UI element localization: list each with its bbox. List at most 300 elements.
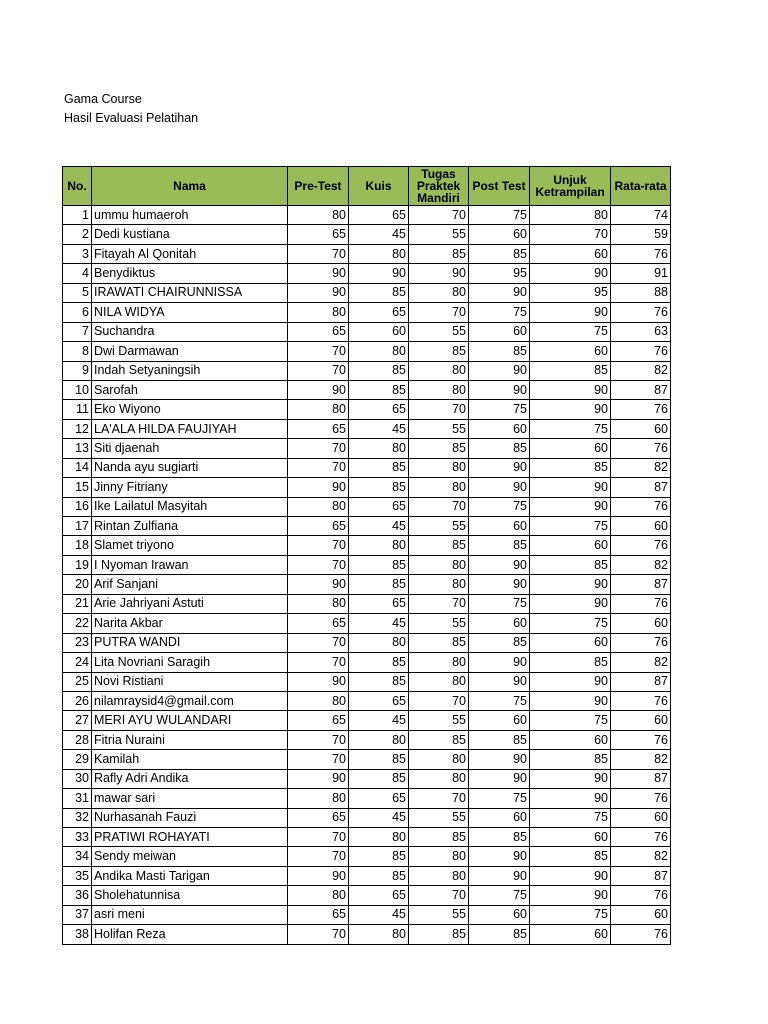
cell-unjuk: 75: [530, 614, 611, 633]
cell-no: 21: [63, 594, 92, 613]
cell-unjuk: 75: [530, 419, 611, 438]
cell-unjuk: 60: [530, 925, 611, 944]
cell-nama: Fitria Nuraini: [92, 730, 288, 749]
cell-post-test: 60: [469, 711, 530, 730]
cell-unjuk: 75: [530, 517, 611, 536]
cell-no: 34: [63, 847, 92, 866]
col-header-nama: Nama: [92, 167, 288, 206]
table-row: [63, 691, 671, 710]
cell-post-test: 90: [469, 283, 530, 302]
table-row: [63, 400, 671, 419]
col-header-post-test: Post Test: [469, 167, 530, 206]
cell-no: 33: [63, 828, 92, 847]
cell-nama: Nanda ayu sugiarti: [92, 458, 288, 477]
cell-tugas: 90: [409, 264, 469, 283]
cell-tugas: 55: [409, 322, 469, 341]
table-row: [63, 244, 671, 263]
cell-rata-rata: 76: [611, 303, 671, 322]
cell-pre-test: 70: [288, 633, 349, 652]
cell-pre-test: 65: [288, 322, 349, 341]
col-header-rata-rata: Rata-rata: [611, 167, 671, 206]
cell-no: 32: [63, 808, 92, 827]
table-row: [63, 847, 671, 866]
cell-pre-test: 90: [288, 575, 349, 594]
cell-rata-rata: 87: [611, 866, 671, 885]
cell-kuis: 65: [349, 886, 409, 905]
cell-kuis: 85: [349, 866, 409, 885]
table-row: [63, 886, 671, 905]
cell-tugas: 80: [409, 380, 469, 399]
table-row: [63, 342, 671, 361]
cell-kuis: 85: [349, 769, 409, 788]
cell-pre-test: 65: [288, 711, 349, 730]
cell-kuis: 45: [349, 711, 409, 730]
table-row: [63, 497, 671, 516]
cell-kuis: 85: [349, 458, 409, 477]
cell-kuis: 80: [349, 439, 409, 458]
table-row: [63, 925, 671, 944]
cell-nama: Novi Ristiani: [92, 672, 288, 691]
cell-rata-rata: 60: [611, 905, 671, 924]
cell-post-test: 90: [469, 478, 530, 497]
cell-no: 31: [63, 789, 92, 808]
table-row: [63, 614, 671, 633]
cell-rata-rata: 82: [611, 555, 671, 574]
cell-pre-test: 70: [288, 244, 349, 263]
cell-kuis: 45: [349, 808, 409, 827]
table-row: [63, 322, 671, 341]
cell-nama: Arie Jahriyani Astuti: [92, 594, 288, 613]
cell-tugas: 80: [409, 653, 469, 672]
cell-pre-test: 80: [288, 594, 349, 613]
cell-post-test: 90: [469, 458, 530, 477]
cell-kuis: 80: [349, 925, 409, 944]
cell-kuis: 80: [349, 828, 409, 847]
col-header-kuis: Kuis: [349, 167, 409, 206]
cell-kuis: 65: [349, 303, 409, 322]
cell-nama: Eko Wiyono: [92, 400, 288, 419]
cell-tugas: 85: [409, 244, 469, 263]
cell-no: 7: [63, 322, 92, 341]
cell-tugas: 80: [409, 283, 469, 302]
cell-pre-test: 90: [288, 380, 349, 399]
cell-nama: Rafly Adri Andika: [92, 769, 288, 788]
cell-no: 37: [63, 905, 92, 924]
cell-post-test: 90: [469, 769, 530, 788]
cell-post-test: 75: [469, 497, 530, 516]
cell-pre-test: 70: [288, 925, 349, 944]
cell-nama: Narita Akbar: [92, 614, 288, 633]
cell-rata-rata: 76: [611, 828, 671, 847]
cell-no: 6: [63, 303, 92, 322]
table-row: [63, 750, 671, 769]
cell-nama: Benydiktus: [92, 264, 288, 283]
cell-no: 2: [63, 225, 92, 244]
cell-unjuk: 75: [530, 808, 611, 827]
cell-post-test: 85: [469, 828, 530, 847]
cell-rata-rata: 63: [611, 322, 671, 341]
cell-tugas: 70: [409, 886, 469, 905]
cell-pre-test: 80: [288, 691, 349, 710]
cell-no: 1: [63, 206, 92, 225]
cell-unjuk: 90: [530, 886, 611, 905]
cell-no: 8: [63, 342, 92, 361]
cell-nama: Nurhasanah Fauzi: [92, 808, 288, 827]
cell-kuis: 85: [349, 478, 409, 497]
cell-unjuk: 85: [530, 458, 611, 477]
table-row: [63, 478, 671, 497]
cell-pre-test: 90: [288, 769, 349, 788]
cell-kuis: 85: [349, 672, 409, 691]
cell-no: 9: [63, 361, 92, 380]
cell-kuis: 80: [349, 244, 409, 263]
table-row: [63, 672, 671, 691]
cell-post-test: 90: [469, 847, 530, 866]
cell-kuis: 85: [349, 361, 409, 380]
cell-nama: IRAWATI CHAIRUNNISSA: [92, 283, 288, 302]
cell-pre-test: 65: [288, 614, 349, 633]
cell-tugas: 85: [409, 925, 469, 944]
cell-rata-rata: 76: [611, 691, 671, 710]
cell-no: 30: [63, 769, 92, 788]
cell-nama: Holifan Reza: [92, 925, 288, 944]
cell-pre-test: 70: [288, 828, 349, 847]
cell-post-test: 90: [469, 866, 530, 885]
cell-rata-rata: 76: [611, 594, 671, 613]
table-header-row: [63, 167, 671, 206]
cell-kuis: 45: [349, 517, 409, 536]
cell-kuis: 80: [349, 633, 409, 652]
cell-nama: Sarofah: [92, 380, 288, 399]
cell-no: 27: [63, 711, 92, 730]
cell-rata-rata: 76: [611, 886, 671, 905]
table-row: [63, 206, 671, 225]
cell-post-test: 85: [469, 536, 530, 555]
cell-kuis: 90: [349, 264, 409, 283]
cell-post-test: 85: [469, 244, 530, 263]
cell-nama: Ike Lailatul Masyitah: [92, 497, 288, 516]
cell-tugas: 85: [409, 730, 469, 749]
cell-nama: Jinny Fitriany: [92, 478, 288, 497]
cell-tugas: 80: [409, 478, 469, 497]
cell-no: 15: [63, 478, 92, 497]
cell-pre-test: 80: [288, 789, 349, 808]
cell-post-test: 75: [469, 206, 530, 225]
cell-no: 16: [63, 497, 92, 516]
cell-kuis: 80: [349, 730, 409, 749]
cell-post-test: 75: [469, 886, 530, 905]
table-row: [63, 458, 671, 477]
cell-rata-rata: 60: [611, 711, 671, 730]
document-header: [64, 90, 198, 128]
cell-nama: LA'ALA HILDA FAUJIYAH: [92, 419, 288, 438]
cell-tugas: 85: [409, 342, 469, 361]
cell-pre-test: 90: [288, 283, 349, 302]
cell-rata-rata: 76: [611, 789, 671, 808]
cell-pre-test: 70: [288, 458, 349, 477]
cell-unjuk: 85: [530, 847, 611, 866]
cell-kuis: 45: [349, 614, 409, 633]
table-row: [63, 730, 671, 749]
evaluation-table: [62, 166, 671, 945]
cell-tugas: 55: [409, 905, 469, 924]
cell-pre-test: 65: [288, 419, 349, 438]
cell-rata-rata: 82: [611, 750, 671, 769]
cell-rata-rata: 76: [611, 497, 671, 516]
cell-nama: Lita Novriani Saragih: [92, 653, 288, 672]
table-body: [63, 206, 671, 945]
cell-no: 12: [63, 419, 92, 438]
cell-kuis: 85: [349, 555, 409, 574]
cell-nama: Slamet triyono: [92, 536, 288, 555]
cell-kuis: 80: [349, 342, 409, 361]
cell-unjuk: 60: [530, 828, 611, 847]
cell-nama: Dwi Darmawan: [92, 342, 288, 361]
cell-tugas: 85: [409, 828, 469, 847]
cell-post-test: 60: [469, 322, 530, 341]
cell-unjuk: 95: [530, 283, 611, 302]
cell-post-test: 75: [469, 400, 530, 419]
cell-no: 14: [63, 458, 92, 477]
table-row: [63, 517, 671, 536]
cell-post-test: 90: [469, 361, 530, 380]
cell-nama: Andika Masti Tarigan: [92, 866, 288, 885]
cell-unjuk: 90: [530, 575, 611, 594]
col-header-no: No.: [63, 167, 92, 206]
cell-kuis: 85: [349, 380, 409, 399]
cell-post-test: 75: [469, 691, 530, 710]
cell-pre-test: 70: [288, 439, 349, 458]
table-row: [63, 905, 671, 924]
table-row: [63, 555, 671, 574]
cell-no: 3: [63, 244, 92, 263]
cell-nama: Suchandra: [92, 322, 288, 341]
cell-nama: Sholehatunnisa: [92, 886, 288, 905]
table-row: [63, 439, 671, 458]
cell-tugas: 80: [409, 361, 469, 380]
cell-rata-rata: 87: [611, 769, 671, 788]
col-header-unjuk: Unjuk Ketrampilan: [530, 167, 611, 206]
cell-rata-rata: 60: [611, 517, 671, 536]
cell-nama: nilamraysid4@gmail.com: [92, 691, 288, 710]
cell-unjuk: 90: [530, 594, 611, 613]
cell-unjuk: 60: [530, 244, 611, 263]
cell-no: 10: [63, 380, 92, 399]
cell-unjuk: 90: [530, 400, 611, 419]
cell-tugas: 85: [409, 536, 469, 555]
cell-pre-test: 65: [288, 808, 349, 827]
cell-no: 38: [63, 925, 92, 944]
cell-unjuk: 85: [530, 653, 611, 672]
cell-tugas: 80: [409, 575, 469, 594]
cell-pre-test: 65: [288, 225, 349, 244]
table-row: [63, 789, 671, 808]
cell-nama: Dedi kustiana: [92, 225, 288, 244]
table-row: [63, 769, 671, 788]
cell-post-test: 85: [469, 342, 530, 361]
cell-unjuk: 90: [530, 769, 611, 788]
cell-post-test: 60: [469, 905, 530, 924]
col-header-tugas: Tugas Praktek Mandiri: [409, 167, 469, 206]
cell-nama: Fitayah Al Qonitah: [92, 244, 288, 263]
table-row: [63, 380, 671, 399]
cell-unjuk: 70: [530, 225, 611, 244]
cell-tugas: 70: [409, 789, 469, 808]
cell-kuis: 45: [349, 905, 409, 924]
cell-no: 23: [63, 633, 92, 652]
cell-kuis: 65: [349, 691, 409, 710]
cell-no: 13: [63, 439, 92, 458]
cell-unjuk: 90: [530, 478, 611, 497]
table-row: [63, 283, 671, 302]
cell-unjuk: 90: [530, 264, 611, 283]
cell-tugas: 55: [409, 808, 469, 827]
cell-pre-test: 70: [288, 730, 349, 749]
cell-pre-test: 70: [288, 361, 349, 380]
cell-kuis: 85: [349, 653, 409, 672]
col-header-pre-test: Pre-Test: [288, 167, 349, 206]
cell-unjuk: 85: [530, 361, 611, 380]
table-row: [63, 594, 671, 613]
cell-unjuk: 60: [530, 536, 611, 555]
cell-no: 24: [63, 653, 92, 672]
cell-tugas: 80: [409, 866, 469, 885]
cell-post-test: 75: [469, 789, 530, 808]
cell-tugas: 70: [409, 206, 469, 225]
cell-unjuk: 75: [530, 711, 611, 730]
cell-unjuk: 60: [530, 633, 611, 652]
cell-pre-test: 80: [288, 206, 349, 225]
cell-unjuk: 85: [530, 750, 611, 769]
cell-tugas: 80: [409, 769, 469, 788]
table-row: [63, 711, 671, 730]
cell-tugas: 80: [409, 458, 469, 477]
table-row: [63, 828, 671, 847]
cell-pre-test: 90: [288, 866, 349, 885]
cell-no: 25: [63, 672, 92, 691]
cell-pre-test: 70: [288, 653, 349, 672]
cell-tugas: 55: [409, 517, 469, 536]
cell-unjuk: 80: [530, 206, 611, 225]
cell-pre-test: 80: [288, 303, 349, 322]
cell-kuis: 85: [349, 750, 409, 769]
cell-tugas: 70: [409, 691, 469, 710]
cell-pre-test: 90: [288, 478, 349, 497]
cell-pre-test: 80: [288, 400, 349, 419]
cell-kuis: 65: [349, 497, 409, 516]
cell-rata-rata: 76: [611, 244, 671, 263]
cell-unjuk: 75: [530, 322, 611, 341]
table-row: [63, 419, 671, 438]
cell-no: 29: [63, 750, 92, 769]
cell-pre-test: 70: [288, 750, 349, 769]
cell-kuis: 80: [349, 536, 409, 555]
cell-nama: Rintan Zulfiana: [92, 517, 288, 536]
cell-no: 28: [63, 730, 92, 749]
table-row: [63, 808, 671, 827]
cell-tugas: 55: [409, 711, 469, 730]
cell-tugas: 70: [409, 303, 469, 322]
cell-tugas: 55: [409, 419, 469, 438]
cell-nama: I Nyoman Irawan: [92, 555, 288, 574]
cell-no: 4: [63, 264, 92, 283]
cell-no: 19: [63, 555, 92, 574]
cell-unjuk: 90: [530, 866, 611, 885]
cell-rata-rata: 60: [611, 808, 671, 827]
cell-kuis: 85: [349, 575, 409, 594]
cell-unjuk: 90: [530, 672, 611, 691]
cell-post-test: 90: [469, 555, 530, 574]
cell-no: 5: [63, 283, 92, 302]
cell-rata-rata: 76: [611, 400, 671, 419]
cell-rata-rata: 76: [611, 730, 671, 749]
cell-pre-test: 90: [288, 672, 349, 691]
cell-nama: PUTRA WANDI: [92, 633, 288, 652]
cell-pre-test: 90: [288, 264, 349, 283]
cell-post-test: 85: [469, 730, 530, 749]
table-row: [63, 866, 671, 885]
table-row: [63, 264, 671, 283]
cell-pre-test: 70: [288, 847, 349, 866]
cell-rata-rata: 82: [611, 458, 671, 477]
cell-rata-rata: 88: [611, 283, 671, 302]
cell-post-test: 95: [469, 264, 530, 283]
cell-kuis: 65: [349, 594, 409, 613]
cell-unjuk: 60: [530, 439, 611, 458]
cell-pre-test: 65: [288, 905, 349, 924]
cell-no: 18: [63, 536, 92, 555]
cell-kuis: 85: [349, 847, 409, 866]
cell-post-test: 90: [469, 653, 530, 672]
cell-nama: asri meni: [92, 905, 288, 924]
cell-unjuk: 90: [530, 691, 611, 710]
cell-tugas: 80: [409, 672, 469, 691]
cell-unjuk: 85: [530, 555, 611, 574]
cell-post-test: 75: [469, 594, 530, 613]
cell-pre-test: 70: [288, 536, 349, 555]
cell-post-test: 85: [469, 633, 530, 652]
cell-rata-rata: 87: [611, 380, 671, 399]
cell-post-test: 90: [469, 380, 530, 399]
cell-post-test: 60: [469, 419, 530, 438]
cell-kuis: 85: [349, 283, 409, 302]
cell-no: 17: [63, 517, 92, 536]
cell-nama: ummu humaeroh: [92, 206, 288, 225]
cell-post-test: 90: [469, 672, 530, 691]
cell-tugas: 55: [409, 225, 469, 244]
report-title: Hasil Evaluasi Pelatihan: [64, 111, 199, 125]
cell-kuis: 60: [349, 322, 409, 341]
cell-pre-test: 80: [288, 497, 349, 516]
cell-tugas: 80: [409, 555, 469, 574]
cell-rata-rata: 59: [611, 225, 671, 244]
cell-no: 11: [63, 400, 92, 419]
cell-post-test: 90: [469, 750, 530, 769]
cell-nama: NILA WIDYA: [92, 303, 288, 322]
cell-rata-rata: 91: [611, 264, 671, 283]
cell-rata-rata: 82: [611, 653, 671, 672]
cell-unjuk: 75: [530, 905, 611, 924]
cell-kuis: 45: [349, 419, 409, 438]
cell-post-test: 60: [469, 225, 530, 244]
cell-rata-rata: 76: [611, 633, 671, 652]
cell-nama: mawar sari: [92, 789, 288, 808]
cell-unjuk: 90: [530, 303, 611, 322]
cell-tugas: 70: [409, 400, 469, 419]
cell-rata-rata: 74: [611, 206, 671, 225]
cell-rata-rata: 60: [611, 614, 671, 633]
cell-rata-rata: 76: [611, 342, 671, 361]
